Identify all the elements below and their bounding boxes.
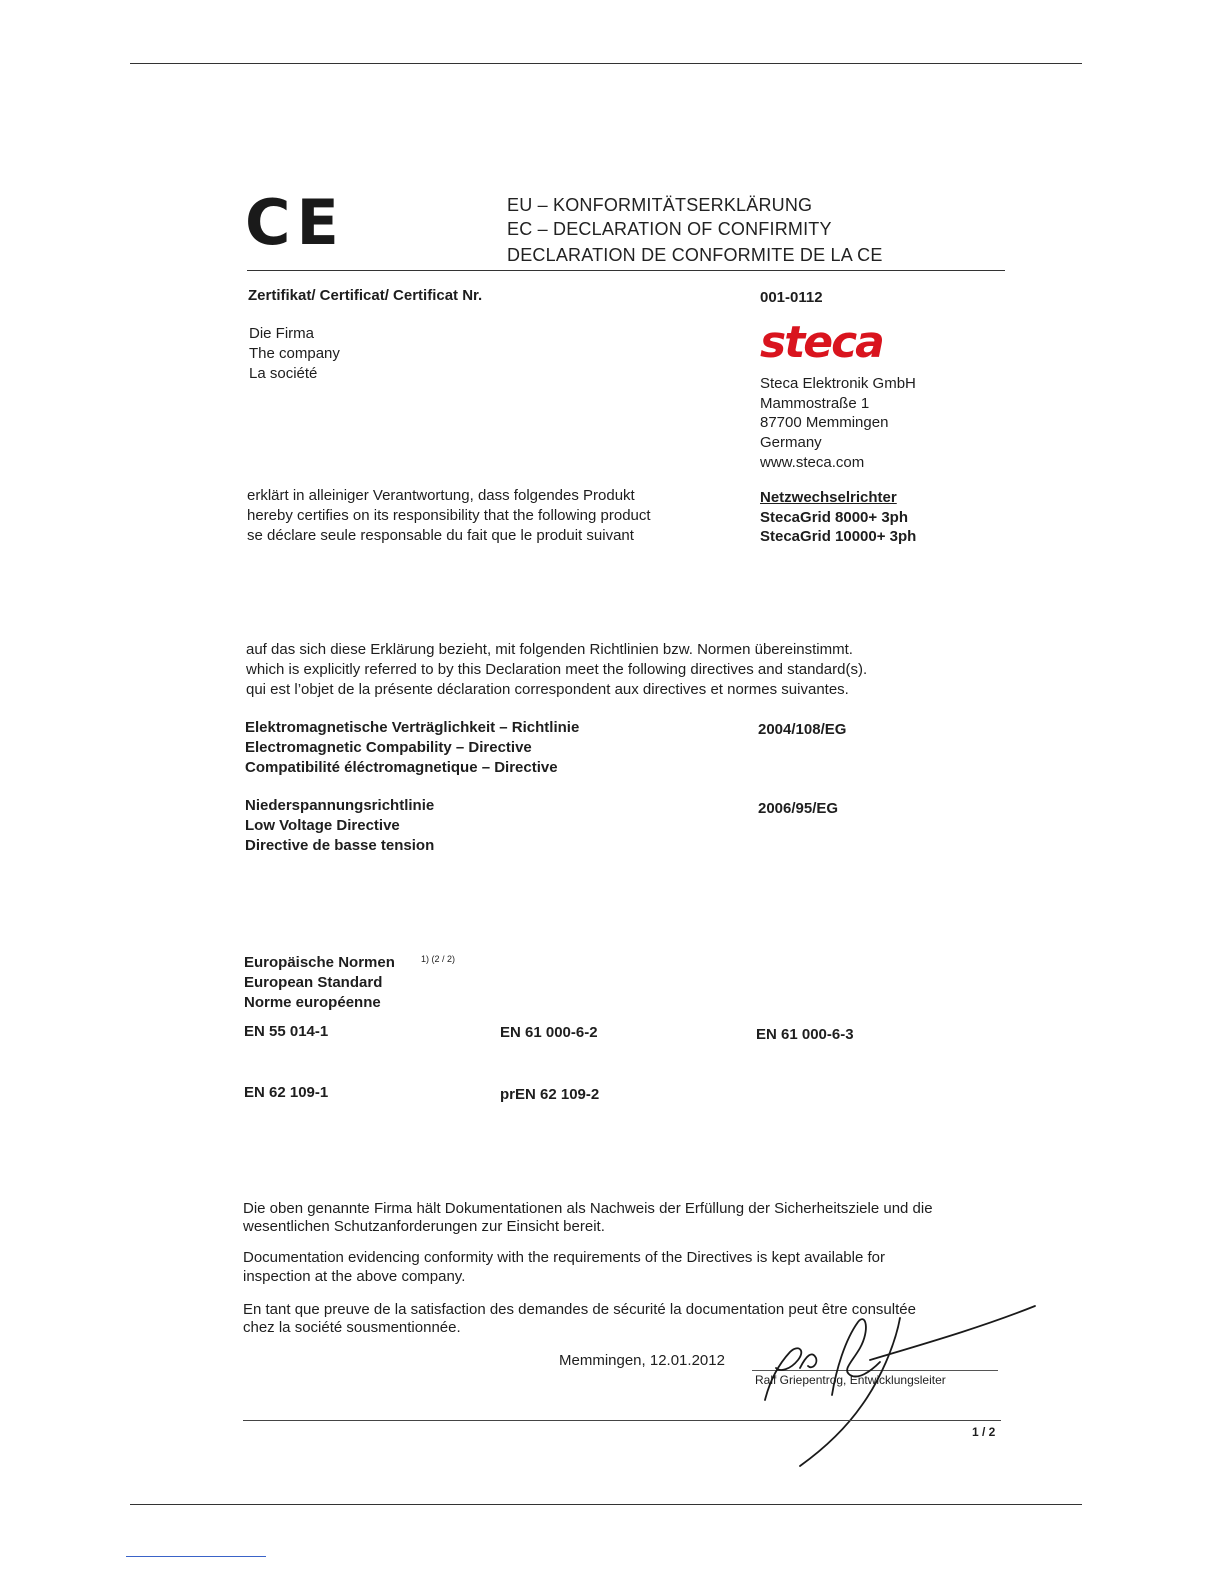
directive-lvd-code: 2006/95/EG: [758, 800, 839, 817]
conformity-en: which is explicitly referred to by this Declaration meet the following directives and standard(s).: [246, 661, 868, 678]
conformity-de: auf das sich diese Erklärung bezieht, mit folgenden Richtlinien bzw. Normen übereinstimmt.: [246, 641, 853, 658]
certificate-label: Zertifikat/ Certificat/ Certificat Nr.: [248, 287, 483, 304]
signature-line: [752, 1370, 998, 1371]
documentation-en-line1: Documentation evidencing conformity with the requirements of the Directives is kept available for: [243, 1249, 885, 1266]
company-web: www.steca.com: [760, 454, 865, 471]
declaration-fr: se déclare seule responsable du fait que le produit suivant: [247, 527, 634, 544]
company-city: 87700 Memmingen: [760, 414, 889, 431]
documentation-fr-line2: chez la société sousmentionnée.: [243, 1319, 461, 1336]
company-label-de: Die Firma: [249, 325, 315, 342]
documentation-de-line1: Die oben genannte Firma hält Dokumentationen als Nachweis der Erfüllung der Sicherheitsziele und die: [243, 1200, 933, 1217]
company-label-fr: La société: [249, 365, 318, 382]
bottom-page-rule: [130, 1504, 1082, 1505]
header-rule: [247, 270, 1005, 271]
company-country: Germany: [760, 434, 822, 451]
footer-link-underline: [126, 1556, 266, 1557]
signer-name: Ralf Griepentrog, Entwicklungsleiter: [755, 1373, 946, 1387]
place-date: Memmingen, 12.01.2012: [559, 1352, 725, 1369]
norms-footnote: 1) (2 / 2): [421, 954, 456, 964]
norms-label-en: European Standard: [244, 974, 383, 991]
documentation-fr-line1: En tant que preuve de la satisfaction des demandes de sécurité la documentation peut être consultée: [243, 1301, 916, 1318]
directive-lvd-de: Niederspannungsrichtlinie: [245, 797, 435, 814]
norm-item: EN 55 014-1: [244, 1023, 329, 1040]
conformity-fr: qui est l’objet de la présente déclaration correspondent aux directives et normes suivantes.: [246, 681, 849, 698]
directive-emc-en: Electromagnetic Compability – Directive: [245, 739, 532, 756]
norm-item: EN 62 109-1: [244, 1084, 329, 1101]
product-category: Netzwechselrichter: [760, 489, 897, 506]
norm-item: prEN 62 109-2: [500, 1086, 600, 1103]
title-fr: DECLARATION DE CONFORMITE DE LA CE: [507, 245, 883, 265]
directive-emc-de: Elektromagnetische Verträglichkeit – Richtlinie: [245, 719, 580, 736]
norms-label-fr: Norme européenne: [244, 994, 381, 1011]
title-de: EU – KONFORMITÄTSERKLÄRUNG: [507, 195, 813, 215]
title-en: EC – DECLARATION OF CONFIRMITY: [507, 219, 832, 239]
documentation-en-line2: inspection at the above company.: [243, 1268, 466, 1285]
page-number: 1 / 2: [972, 1425, 996, 1439]
directive-lvd-en: Low Voltage Directive: [245, 817, 400, 834]
norm-item: EN 61 000-6-3: [756, 1026, 854, 1043]
steca-logo: steca: [760, 317, 883, 368]
signature-stroke-long: [800, 1318, 900, 1466]
declaration-en: hereby certifies on its responsibility that the following product: [247, 507, 651, 524]
ce-mark-logo: CE: [245, 186, 345, 259]
directive-emc-code: 2004/108/EG: [758, 721, 847, 738]
norm-item: EN 61 000-6-2: [500, 1024, 598, 1041]
product-model-1: StecaGrid 8000+ 3ph: [760, 509, 908, 526]
directive-lvd-fr: Directive de basse tension: [245, 837, 435, 854]
directive-emc-fr: Compatibilité éléctromagnetique – Directive: [245, 759, 558, 776]
company-label-en: The company: [249, 345, 340, 362]
certificate-number: 001-0112: [760, 289, 823, 306]
company-name: Steca Elektronik GmbH: [760, 375, 916, 392]
company-street: Mammostraße 1: [760, 395, 870, 412]
documentation-de-line2: wesentlichen Schutzanforderungen zur Einsicht bereit.: [243, 1218, 605, 1235]
product-model-2: StecaGrid 10000+ 3ph: [760, 528, 917, 545]
declaration-de: erklärt in alleiniger Verantwortung, dass folgendes Produkt: [247, 487, 635, 504]
closing-rule: [243, 1420, 1001, 1421]
top-page-rule: [130, 63, 1082, 64]
norms-label-de: Europäische Normen: [244, 954, 395, 971]
